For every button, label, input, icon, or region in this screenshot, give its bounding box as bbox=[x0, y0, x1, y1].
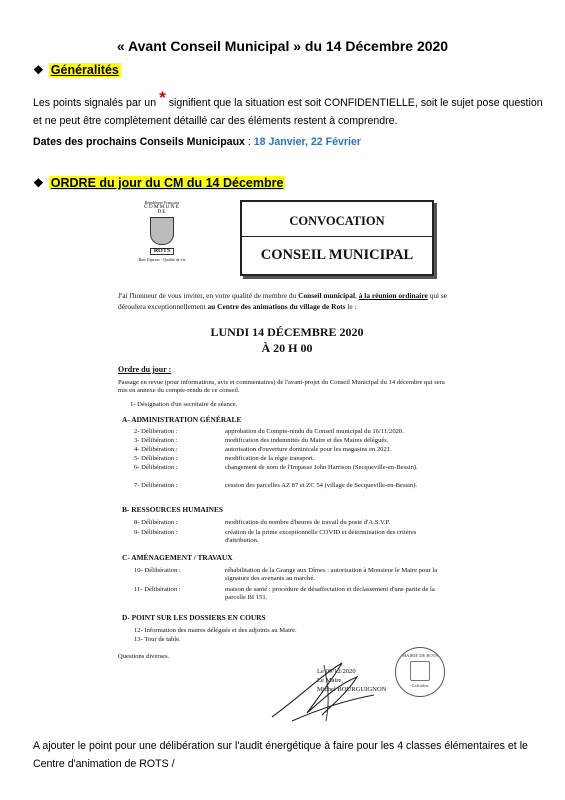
handwritten-signature-icon bbox=[262, 655, 382, 725]
commune-crest bbox=[128, 200, 196, 262]
item-label: 9- Délibération : bbox=[134, 529, 178, 536]
page-title: « Avant Conseil Municipal » du 14 Décembre 2020 bbox=[116, 38, 449, 54]
designation-item: 1- Désignation d'un secrétaire de séance. bbox=[130, 401, 238, 408]
section-c-title: C- AMÉNAGEMENT / TRAVAUX bbox=[122, 553, 233, 562]
intro-bold-3: au Centre des animations du village de Rots bbox=[207, 302, 346, 311]
item-label: 3- Délibération : bbox=[134, 437, 178, 444]
signature-date: Le 09/12/2020 bbox=[317, 668, 356, 675]
item-text: autorisation d'ouverture dominicale pour les magasins en 2021. bbox=[225, 446, 392, 453]
dates-value: 18 Janvier, 22 Février bbox=[253, 136, 361, 148]
generalites-paragraph bbox=[33, 88, 543, 130]
red-star-icon: * bbox=[159, 88, 166, 107]
meeting-time: À 20 H 00 bbox=[261, 341, 313, 355]
item-text: changement de nom de l'Impasse John Harrison (Secqueville-en-Bessin). bbox=[225, 464, 418, 471]
item-label: 12- Information des maires délégués et des adjoints au Maire. bbox=[134, 627, 297, 634]
crest-commune: COMMUNE bbox=[144, 204, 180, 210]
intro-part-3: qui se déroulera exceptionnellement bbox=[118, 291, 448, 311]
passage-text: Passage en revue (pour informations, avis et commentaires) de l'avant-projet du Conseil Municipal du 14 décembre qui sera mis en annexe du compte-rendu de ce conseil. bbox=[118, 379, 445, 395]
item-text: cession des parcelles AZ 87 et ZC 54 (village de Secqueville-en-Bessin). bbox=[225, 482, 418, 489]
intro-bold-2: à la réunion ordinaire bbox=[358, 291, 428, 300]
text-before-star: Les points signalés par un bbox=[33, 97, 157, 109]
diamond-bullet-icon: ❖ bbox=[33, 176, 44, 190]
generalites-line-2: et ne peut être complètement détaillé car des éléments restent à comprendre. bbox=[33, 115, 398, 127]
signature-name: Michel BOURGUIGNON bbox=[317, 686, 387, 693]
item-label: 8- Délibération : bbox=[134, 519, 178, 526]
meeting-date: LUNDI 14 DÉCEMBRE 2020 bbox=[210, 325, 364, 339]
shield-icon bbox=[150, 217, 174, 245]
item-text: création de la prime exceptionnelle COVID et détermination des critères d'attribution. bbox=[225, 529, 417, 545]
footer-line-2: Centre d'animation de ROTS / bbox=[33, 758, 175, 770]
crest-republique: République Française bbox=[144, 200, 180, 205]
convocation-label: CONVOCATION bbox=[289, 214, 385, 228]
diamond-bullet-icon: ❖ bbox=[33, 63, 44, 77]
heading-ordre-label: ORDRE du jour du CM du 14 Décembre bbox=[50, 176, 284, 190]
ordre-du-jour-heading: Ordre du jour : bbox=[118, 365, 172, 374]
section-a-title: A- ADMINISTRATION GÉNÉRALE bbox=[122, 415, 242, 424]
conseil-municipal-label: CONSEIL MUNICIPAL bbox=[260, 247, 414, 263]
convocation-scan bbox=[112, 195, 462, 735]
section-d-title: D- POINT SUR LES DOSSIERS EN COURS bbox=[122, 613, 266, 622]
convocation-title-box bbox=[240, 200, 434, 276]
dates-label: Dates des prochains Conseils Municipaux bbox=[33, 136, 245, 148]
crest-rots: ROTS bbox=[150, 248, 174, 255]
mairie-stamp-icon bbox=[395, 647, 445, 697]
section-heading-ordre bbox=[33, 176, 285, 190]
questions-diverses: Questions diverses. bbox=[118, 653, 170, 660]
footer-note bbox=[33, 737, 533, 773]
item-label: 11- Délibération : bbox=[134, 586, 181, 593]
section-b-title: B- RESSOURCES HUMAINES bbox=[122, 505, 224, 514]
item-text: modification de la régie transport. bbox=[225, 455, 315, 462]
title-divider bbox=[242, 236, 432, 237]
crest-de: DE bbox=[157, 209, 167, 215]
item-text: approbation du Compte-rendu du Conseil municipal du 16/11/2020. bbox=[225, 428, 404, 435]
crest-motto: Rots Express - Qualité de vie bbox=[138, 257, 186, 262]
item-text: réhabilitation de la Grange aux Dîmes : autorisation à Monsieur le Maire pour la signature des avenants au marché. bbox=[225, 567, 438, 583]
section-heading-generalites bbox=[33, 63, 121, 77]
item-text: modification des indemnités du Maire et des Maires délégués. bbox=[225, 437, 389, 444]
dates-separator: : bbox=[244, 136, 254, 148]
stamp-top-text: MAIRIE DE ROTS bbox=[402, 653, 438, 658]
intro-part-1: J'ai l'honneur de vous inviter, en votre qualité de membre du bbox=[118, 291, 297, 300]
next-council-dates bbox=[33, 136, 361, 148]
item-label: 13- Tour de table. bbox=[134, 636, 181, 643]
item-text: modification du nombre d'heures de travail du poste d'A.S.V.P. bbox=[225, 519, 391, 526]
item-label: 5- Délibération : bbox=[134, 455, 178, 462]
generalites-line-1 bbox=[33, 88, 543, 112]
item-label: 2- Délibération : bbox=[134, 428, 178, 435]
stamp-bottom-text: Calvados bbox=[411, 682, 429, 688]
invitation-text bbox=[118, 290, 453, 312]
item-label: 7- Délibération : bbox=[134, 482, 178, 489]
intro-bold-1: Conseil municipal bbox=[298, 291, 356, 300]
heading-generalites-label: Généralités bbox=[50, 63, 119, 77]
intro-part-4: le : bbox=[345, 302, 357, 311]
intro-part-2: , bbox=[355, 291, 357, 300]
item-label: 4- Délibération : bbox=[134, 446, 178, 453]
signature-role: Le Maire, bbox=[317, 677, 343, 684]
footer-line-1: A ajouter le point pour une délibération sur l'audit énergétique à faire pour les 4 classes élémentaires et le bbox=[33, 740, 528, 752]
text-after-star: signifient que la situation est soit CONFIDENTIELLE, soit le sujet pose question bbox=[168, 97, 543, 109]
item-text: maison de santé : procédure de désaffectation et déclassement d'une partie de la parcelle BI 151. bbox=[225, 586, 435, 602]
item-label: 10- Délibération : bbox=[134, 567, 181, 574]
item-label: 6- Délibération : bbox=[134, 464, 178, 471]
